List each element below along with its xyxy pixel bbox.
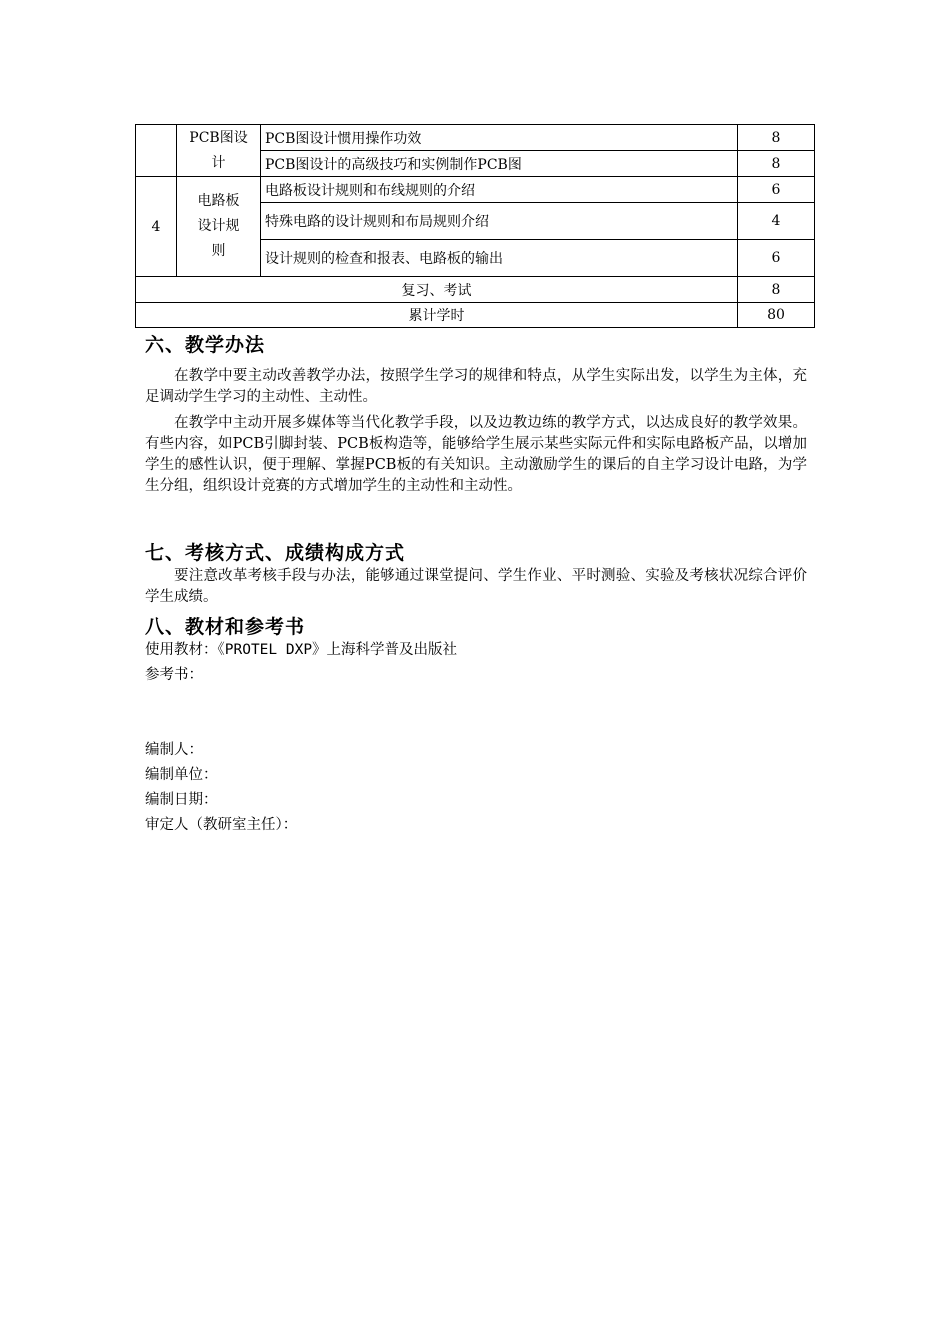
topic-cell: 电路板设计规则和布线规则的介绍: [261, 177, 738, 203]
module-name-line: 计: [211, 154, 226, 171]
table-row: [136, 303, 815, 328]
module-name-line: 则: [211, 243, 226, 259]
module-number-cell: 4: [136, 177, 177, 277]
compiling-date-line: 编制日期：: [145, 792, 218, 808]
hours-cell: 8: [738, 151, 815, 177]
module-name-line: 电路板: [197, 193, 240, 209]
hours-cell: 8: [738, 125, 815, 151]
module-name-line: 设计规: [197, 218, 240, 234]
course-hours-table: [135, 124, 815, 328]
paragraph: 要注意改革考核手段与办法，能够通过课堂提问、学生作业、平时测验、实验及考核状况综合评价学生成绩。: [145, 568, 807, 605]
compiling-unit-line: 编制单位：: [145, 767, 218, 783]
reference-books-line: 参考书：: [145, 667, 203, 683]
hours-cell: 6: [738, 177, 815, 203]
total-hours-label-cell: 累计学时: [136, 303, 738, 328]
hours-cell: 6: [738, 240, 815, 277]
module-number-cell: [136, 125, 177, 177]
module-name-line: PCB图设: [189, 129, 248, 146]
compiler-line: 编制人：: [145, 742, 203, 758]
module-name-cell: [177, 125, 261, 177]
table-row: [136, 125, 815, 151]
total-hours-cell: 80: [738, 303, 815, 328]
topic-cell: 特殊电路的设计规则和布局规则介绍: [261, 203, 738, 240]
hours-cell: 4: [738, 203, 815, 240]
reviewer-line: 审定人（教研室主任）：: [145, 817, 298, 833]
review-exam-cell: 复习、考试: [136, 277, 738, 303]
table-row: [136, 177, 815, 203]
topic-cell: PCB图设计的高级技巧和实例制作PCB图: [261, 151, 738, 177]
hours-cell: 8: [738, 277, 815, 303]
section-heading-textbooks: 八、教材和参考书: [145, 616, 306, 638]
section-heading-assessment: 七、考核方式、成绩构成方式: [145, 542, 406, 564]
section-heading-teaching-methods: 六、教学办法: [145, 334, 266, 356]
textbook-line: 使用教材：《PROTEL DXP》上海科学普及出版社: [145, 642, 458, 658]
topic-cell: 设计规则的检查和报表、电路板的输出: [261, 240, 738, 277]
paragraph: 在教学中要主动改善教学办法，按照学生学习的规律和特点，从学生实际出发，以学生为主体，充足调动学生学习的主动性、主动性。: [145, 368, 807, 405]
module-name-cell: [177, 177, 261, 277]
paragraph: 在教学中主动开展多媒体等当代化教学手段，以及边教边练的教学方式，以达成良好的教学效果。有些内容，如PCB引脚封装、PCB板构造等，能够给学生展示某些实际元件和实际电路板产品，以增加学生的感性认识，便于理解、掌握PCB板的有关知识。主动激励学生的课后的自主学习设计电路，为学生分组，组织设计竞赛的方式增加学生的主动性和主动性。: [145, 415, 807, 494]
table-row: [136, 277, 815, 303]
topic-cell: PCB图设计惯用操作功效: [261, 125, 738, 151]
